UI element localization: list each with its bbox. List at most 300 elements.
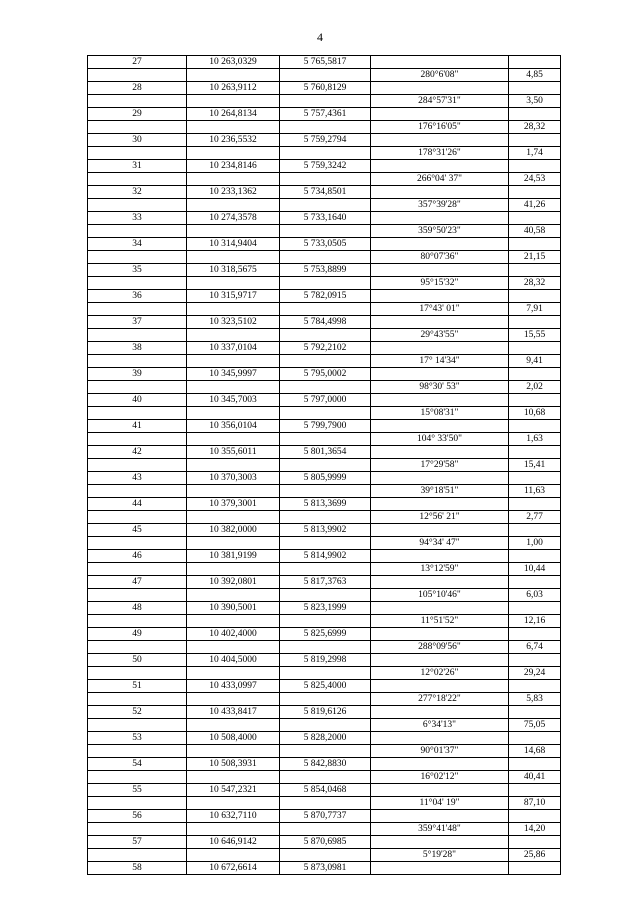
segment-row [88, 329, 561, 342]
empty-cell [187, 589, 280, 602]
empty-cell [509, 758, 561, 771]
empty-cell [187, 121, 280, 134]
point-row [88, 160, 561, 173]
segment-length-cell: 6,74 [509, 641, 561, 654]
segment-length-cell: 1,00 [509, 537, 561, 550]
y-coordinate-cell: 5 813,9902 [280, 524, 371, 537]
y-coordinate-cell: 5 825,6999 [280, 628, 371, 641]
empty-cell [187, 433, 280, 446]
segment-length-cell: 1,74 [509, 147, 561, 160]
empty-cell [371, 82, 509, 95]
empty-cell [88, 199, 187, 212]
point-number-cell: 30 [88, 134, 187, 147]
y-coordinate-cell: 5 828,2000 [280, 732, 371, 745]
point-row [88, 342, 561, 355]
direction-angle-cell: 280°6'08" [371, 69, 509, 82]
x-coordinate-cell: 10 402,4000 [187, 628, 280, 641]
y-coordinate-cell: 5 733,0505 [280, 238, 371, 251]
point-number-cell: 55 [88, 784, 187, 797]
x-coordinate-cell: 10 345,9997 [187, 368, 280, 381]
empty-cell [88, 693, 187, 706]
empty-cell [280, 511, 371, 524]
x-coordinate-cell: 10 263,9112 [187, 82, 280, 95]
empty-cell [280, 199, 371, 212]
segment-row [88, 95, 561, 108]
segment-row [88, 277, 561, 290]
x-coordinate-cell: 10 404,5000 [187, 654, 280, 667]
point-number-cell: 49 [88, 628, 187, 641]
empty-cell [371, 316, 509, 329]
segment-length-cell: 87,10 [509, 797, 561, 810]
point-row [88, 550, 561, 563]
point-row [88, 836, 561, 849]
empty-cell [187, 537, 280, 550]
point-row [88, 420, 561, 433]
segment-length-cell: 12,16 [509, 615, 561, 628]
empty-cell [509, 290, 561, 303]
point-number-cell: 48 [88, 602, 187, 615]
empty-cell [280, 537, 371, 550]
point-row [88, 212, 561, 225]
segment-row [88, 459, 561, 472]
direction-angle-cell: 17°43' 01" [371, 303, 509, 316]
empty-cell [371, 446, 509, 459]
point-number-cell: 56 [88, 810, 187, 823]
segment-row [88, 563, 561, 576]
empty-cell [187, 277, 280, 290]
empty-cell [88, 823, 187, 836]
direction-angle-cell: 17° 14'34" [371, 355, 509, 368]
direction-angle-cell: 357°39'28" [371, 199, 509, 212]
direction-angle-cell: 12°56' 21" [371, 511, 509, 524]
empty-cell [371, 368, 509, 381]
empty-cell [187, 797, 280, 810]
empty-cell [509, 160, 561, 173]
empty-cell [187, 667, 280, 680]
x-coordinate-cell: 10 379,3001 [187, 498, 280, 511]
segment-row [88, 251, 561, 264]
point-number-cell: 57 [88, 836, 187, 849]
segment-length-cell: 25,86 [509, 849, 561, 862]
x-coordinate-cell: 10 632,7110 [187, 810, 280, 823]
segment-row [88, 199, 561, 212]
coordinates-table [87, 55, 561, 875]
y-coordinate-cell: 5 782,0915 [280, 290, 371, 303]
empty-cell [280, 407, 371, 420]
segment-length-cell: 3,50 [509, 95, 561, 108]
empty-cell [371, 394, 509, 407]
empty-cell [88, 329, 187, 342]
empty-cell [509, 680, 561, 693]
y-coordinate-cell: 5 784,4998 [280, 316, 371, 329]
empty-cell [371, 472, 509, 485]
empty-cell [509, 446, 561, 459]
empty-cell [371, 524, 509, 537]
point-number-cell: 40 [88, 394, 187, 407]
point-number-cell: 37 [88, 316, 187, 329]
point-row [88, 732, 561, 745]
point-number-cell: 31 [88, 160, 187, 173]
point-row [88, 82, 561, 95]
point-number-cell: 39 [88, 368, 187, 381]
point-number-cell: 50 [88, 654, 187, 667]
empty-cell [371, 56, 509, 69]
empty-cell [371, 654, 509, 667]
point-row [88, 810, 561, 823]
x-coordinate-cell: 10 672,6614 [187, 862, 280, 875]
direction-angle-cell: 104° 33'50" [371, 433, 509, 446]
empty-cell [88, 277, 187, 290]
x-coordinate-cell: 10 508,4000 [187, 732, 280, 745]
empty-cell [187, 95, 280, 108]
empty-cell [280, 381, 371, 394]
empty-cell [88, 95, 187, 108]
point-number-cell: 43 [88, 472, 187, 485]
empty-cell [280, 823, 371, 836]
y-coordinate-cell: 5 795,0002 [280, 368, 371, 381]
x-coordinate-cell: 10 355,6011 [187, 446, 280, 459]
direction-angle-cell: 359°50'23" [371, 225, 509, 238]
empty-cell [509, 342, 561, 355]
empty-cell [88, 173, 187, 186]
empty-cell [88, 667, 187, 680]
empty-cell [187, 355, 280, 368]
y-coordinate-cell: 5 799,7900 [280, 420, 371, 433]
empty-cell [509, 810, 561, 823]
x-coordinate-cell: 10 646,9142 [187, 836, 280, 849]
empty-cell [280, 355, 371, 368]
y-coordinate-cell: 5 814,9902 [280, 550, 371, 563]
segment-row [88, 823, 561, 836]
empty-cell [187, 719, 280, 732]
segment-length-cell: 15,55 [509, 329, 561, 342]
empty-cell [371, 732, 509, 745]
empty-cell [280, 693, 371, 706]
segment-length-cell: 7,91 [509, 303, 561, 316]
point-number-cell: 27 [88, 56, 187, 69]
point-row [88, 134, 561, 147]
empty-cell [88, 537, 187, 550]
direction-angle-cell: 29°43'55" [371, 329, 509, 342]
empty-cell [88, 485, 187, 498]
point-number-cell: 29 [88, 108, 187, 121]
direction-angle-cell: 6°34'13" [371, 719, 509, 732]
empty-cell [280, 849, 371, 862]
segment-length-cell: 24,53 [509, 173, 561, 186]
x-coordinate-cell: 10 234,8146 [187, 160, 280, 173]
point-number-cell: 41 [88, 420, 187, 433]
empty-cell [187, 459, 280, 472]
y-coordinate-cell: 5 792,2102 [280, 342, 371, 355]
segment-row [88, 407, 561, 420]
segment-length-cell: 1,63 [509, 433, 561, 446]
empty-cell [88, 511, 187, 524]
point-number-cell: 34 [88, 238, 187, 251]
empty-cell [371, 498, 509, 511]
empty-cell [280, 563, 371, 576]
y-coordinate-cell: 5 733,1640 [280, 212, 371, 225]
segment-row [88, 69, 561, 82]
point-row [88, 862, 561, 875]
empty-cell [187, 745, 280, 758]
point-row [88, 654, 561, 667]
x-coordinate-cell: 10 274,3578 [187, 212, 280, 225]
segment-row [88, 355, 561, 368]
direction-angle-cell: 13°12'59" [371, 563, 509, 576]
empty-cell [509, 706, 561, 719]
empty-cell [187, 823, 280, 836]
segment-length-cell: 4,85 [509, 69, 561, 82]
point-number-cell: 33 [88, 212, 187, 225]
point-number-cell: 46 [88, 550, 187, 563]
empty-cell [187, 849, 280, 862]
empty-cell [509, 498, 561, 511]
segment-row [88, 303, 561, 316]
direction-angle-cell: 80°07'36" [371, 251, 509, 264]
segment-length-cell: 75,05 [509, 719, 561, 732]
y-coordinate-cell: 5 765,5817 [280, 56, 371, 69]
point-number-cell: 58 [88, 862, 187, 875]
empty-cell [371, 862, 509, 875]
empty-cell [88, 147, 187, 160]
point-row [88, 446, 561, 459]
empty-cell [509, 784, 561, 797]
empty-cell [371, 160, 509, 173]
y-coordinate-cell: 5 813,3699 [280, 498, 371, 511]
direction-angle-cell: 284°57'31" [371, 95, 509, 108]
empty-cell [509, 550, 561, 563]
x-coordinate-cell: 10 547,2321 [187, 784, 280, 797]
segment-row [88, 771, 561, 784]
empty-cell [509, 82, 561, 95]
empty-cell [88, 641, 187, 654]
segment-row [88, 121, 561, 134]
empty-cell [280, 485, 371, 498]
empty-cell [371, 290, 509, 303]
empty-cell [187, 329, 280, 342]
point-number-cell: 53 [88, 732, 187, 745]
segment-row [88, 745, 561, 758]
point-row [88, 498, 561, 511]
empty-cell [280, 641, 371, 654]
x-coordinate-cell: 10 433,0997 [187, 680, 280, 693]
segment-row [88, 589, 561, 602]
x-coordinate-cell: 10 392,0801 [187, 576, 280, 589]
x-coordinate-cell: 10 390,5001 [187, 602, 280, 615]
y-coordinate-cell: 5 805,9999 [280, 472, 371, 485]
empty-cell [280, 303, 371, 316]
empty-cell [280, 797, 371, 810]
empty-cell [509, 524, 561, 537]
empty-cell [88, 381, 187, 394]
empty-cell [509, 212, 561, 225]
x-coordinate-cell: 10 382,0000 [187, 524, 280, 537]
segment-length-cell: 9,41 [509, 355, 561, 368]
empty-cell [280, 433, 371, 446]
segment-row [88, 797, 561, 810]
segment-row [88, 381, 561, 394]
y-coordinate-cell: 5 819,2998 [280, 654, 371, 667]
empty-cell [88, 797, 187, 810]
empty-cell [371, 550, 509, 563]
empty-cell [371, 836, 509, 849]
point-number-cell: 28 [88, 82, 187, 95]
empty-cell [187, 69, 280, 82]
empty-cell [187, 641, 280, 654]
y-coordinate-cell: 5 760,8129 [280, 82, 371, 95]
empty-cell [509, 316, 561, 329]
direction-angle-cell: 94°34' 47" [371, 537, 509, 550]
empty-cell [509, 472, 561, 485]
point-row [88, 238, 561, 251]
empty-cell [509, 628, 561, 641]
empty-cell [187, 199, 280, 212]
segment-row [88, 537, 561, 550]
empty-cell [509, 862, 561, 875]
point-number-cell: 45 [88, 524, 187, 537]
direction-angle-cell: 95°15'32" [371, 277, 509, 290]
empty-cell [187, 303, 280, 316]
point-number-cell: 38 [88, 342, 187, 355]
segment-length-cell: 41,26 [509, 199, 561, 212]
empty-cell [280, 771, 371, 784]
y-coordinate-cell: 5 873,0981 [280, 862, 371, 875]
point-row [88, 784, 561, 797]
empty-cell [88, 719, 187, 732]
segment-length-cell: 28,32 [509, 121, 561, 134]
x-coordinate-cell: 10 381,9199 [187, 550, 280, 563]
direction-angle-cell: 5°19'28" [371, 849, 509, 862]
direction-angle-cell: 266°04' 37" [371, 173, 509, 186]
x-coordinate-cell: 10 337,0104 [187, 342, 280, 355]
segment-row [88, 511, 561, 524]
empty-cell [280, 745, 371, 758]
point-row [88, 524, 561, 537]
empty-cell [187, 225, 280, 238]
empty-cell [88, 355, 187, 368]
empty-cell [88, 745, 187, 758]
empty-cell [509, 576, 561, 589]
x-coordinate-cell: 10 264,8134 [187, 108, 280, 121]
x-coordinate-cell: 10 508,3931 [187, 758, 280, 771]
empty-cell [280, 277, 371, 290]
empty-cell [371, 238, 509, 251]
empty-cell [509, 186, 561, 199]
empty-cell [88, 849, 187, 862]
segment-row [88, 225, 561, 238]
segment-length-cell: 15,41 [509, 459, 561, 472]
segment-length-cell: 21,15 [509, 251, 561, 264]
empty-cell [187, 147, 280, 160]
empty-cell [280, 615, 371, 628]
empty-cell [88, 771, 187, 784]
point-row [88, 758, 561, 771]
point-number-cell: 42 [88, 446, 187, 459]
empty-cell [187, 563, 280, 576]
empty-cell [187, 771, 280, 784]
direction-angle-cell: 176°16'05" [371, 121, 509, 134]
direction-angle-cell: 288°09'56" [371, 641, 509, 654]
point-row [88, 186, 561, 199]
point-row [88, 108, 561, 121]
direction-angle-cell: 11°04' 19" [371, 797, 509, 810]
empty-cell [371, 602, 509, 615]
segment-row [88, 433, 561, 446]
x-coordinate-cell: 10 318,5675 [187, 264, 280, 277]
empty-cell [88, 225, 187, 238]
y-coordinate-cell: 5 819,6126 [280, 706, 371, 719]
point-row [88, 368, 561, 381]
point-row [88, 602, 561, 615]
x-coordinate-cell: 10 314,9404 [187, 238, 280, 251]
direction-angle-cell: 277°18'22" [371, 693, 509, 706]
empty-cell [371, 134, 509, 147]
direction-angle-cell: 359°41'48" [371, 823, 509, 836]
empty-cell [280, 147, 371, 160]
direction-angle-cell: 16°02'12" [371, 771, 509, 784]
direction-angle-cell: 178°31'26" [371, 147, 509, 160]
point-row [88, 706, 561, 719]
segment-length-cell: 29,24 [509, 667, 561, 680]
x-coordinate-cell: 10 433,8417 [187, 706, 280, 719]
segment-length-cell: 40,41 [509, 771, 561, 784]
direction-angle-cell: 17°29'58" [371, 459, 509, 472]
empty-cell [371, 628, 509, 641]
point-row [88, 680, 561, 693]
y-coordinate-cell: 5 757,4361 [280, 108, 371, 121]
y-coordinate-cell: 5 753,8899 [280, 264, 371, 277]
point-row [88, 472, 561, 485]
empty-cell [371, 420, 509, 433]
segment-row [88, 849, 561, 862]
y-coordinate-cell: 5 870,6985 [280, 836, 371, 849]
empty-cell [509, 108, 561, 121]
empty-cell [509, 654, 561, 667]
segment-row [88, 147, 561, 160]
empty-cell [280, 69, 371, 82]
empty-cell [371, 264, 509, 277]
empty-cell [509, 420, 561, 433]
empty-cell [280, 225, 371, 238]
empty-cell [88, 433, 187, 446]
point-number-cell: 35 [88, 264, 187, 277]
empty-cell [187, 251, 280, 264]
point-row [88, 316, 561, 329]
segment-length-cell: 40,58 [509, 225, 561, 238]
y-coordinate-cell: 5 823,1999 [280, 602, 371, 615]
empty-cell [509, 368, 561, 381]
x-coordinate-cell: 10 345,7003 [187, 394, 280, 407]
empty-cell [371, 342, 509, 355]
segment-length-cell: 10,44 [509, 563, 561, 576]
empty-cell [509, 264, 561, 277]
direction-angle-cell: 98°30' 53" [371, 381, 509, 394]
empty-cell [187, 381, 280, 394]
empty-cell [509, 602, 561, 615]
direction-angle-cell: 12°02'26" [371, 667, 509, 680]
x-coordinate-cell: 10 263,0329 [187, 56, 280, 69]
empty-cell [280, 329, 371, 342]
point-number-cell: 32 [88, 186, 187, 199]
empty-cell [371, 186, 509, 199]
y-coordinate-cell: 5 817,3763 [280, 576, 371, 589]
empty-cell [187, 693, 280, 706]
y-coordinate-cell: 5 801,3654 [280, 446, 371, 459]
x-coordinate-cell: 10 233,1362 [187, 186, 280, 199]
empty-cell [371, 810, 509, 823]
empty-cell [280, 589, 371, 602]
empty-cell [509, 836, 561, 849]
